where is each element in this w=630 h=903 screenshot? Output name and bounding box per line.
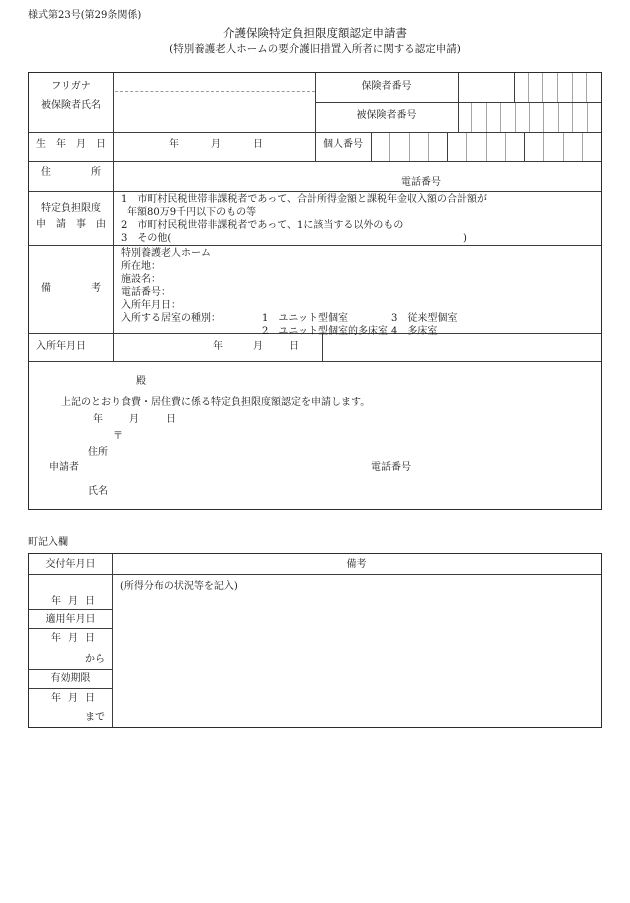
grid-line (29, 628, 112, 629)
office-section-title: 町記入欄 (28, 537, 68, 548)
issue-year-glyph: 年 (51, 596, 61, 607)
apply-from-year-glyph: 年 (51, 633, 61, 644)
insured-name-label: 被保険者氏名 (41, 100, 101, 111)
personal-number-boxes (371, 133, 601, 161)
office-remarks-note: (所得分布の状況等を記入) (120, 581, 238, 592)
grid-line (29, 245, 601, 246)
office-remarks-header: 備考 (346, 559, 367, 570)
remarks-phone: 電話番号： (121, 287, 171, 298)
applicant-name-label: 氏名 (88, 486, 108, 497)
applicant-label: 申請者 (49, 462, 79, 473)
reason-3-close-paren: ) (463, 233, 467, 244)
insured-number-boxes (458, 103, 601, 132)
admission-day-glyph: 日 (289, 341, 299, 352)
personal-number-label: 個人番号 (323, 139, 363, 150)
form-subtitle: (特別養護老人ホームの要介護旧措置入所者に関する認定申請) (169, 43, 461, 55)
apply-from-month-glyph: 月 (68, 633, 78, 644)
admission-date-label: 入所年月日 (36, 341, 86, 352)
address-label: 住 所 (41, 167, 101, 178)
issue-month-glyph: 月 (68, 596, 78, 607)
valid-year-glyph: 年 (51, 693, 61, 704)
reason-3: 3 その他( (121, 233, 172, 244)
postal-mark: 〒 (113, 431, 123, 442)
admission-month-glyph: 月 (253, 341, 263, 352)
valid-day-glyph: 日 (85, 693, 95, 704)
furigana-divider-line (115, 91, 315, 92)
application-statement: 上記のとおり食費・居住費に係る特定負担限度額認定を申請します。 (61, 397, 371, 408)
birth-year-glyph: 年 (169, 139, 179, 150)
room-option-3: 3 従来型個室 (391, 313, 458, 324)
room-option-2: 2 ユニット型個室的多床室 (262, 326, 388, 337)
remarks-location: 所在地： (121, 261, 161, 272)
dono-honorific: 殿 (136, 376, 146, 387)
admission-year-glyph: 年 (213, 341, 223, 352)
apply-date-label: 適用年月日 (45, 614, 96, 625)
valid-until-label: 有効期限 (50, 673, 91, 684)
room-option-4: 4 多床室 (391, 326, 438, 337)
grid-line (29, 161, 601, 162)
grid-line (112, 554, 113, 727)
remarks-facility-name: 施設名： (121, 274, 161, 285)
birth-date-label: 生 年 月 日 (36, 139, 106, 150)
form-number: 様式第23号(第29条関係) (28, 10, 142, 21)
room-option-1: 1 ユニット型個室 (262, 313, 348, 324)
issue-day-glyph: 日 (85, 596, 95, 607)
reason-1-line2: 年額80万9千円以下のもの等 (127, 207, 257, 218)
remarks-room-type: 入所する居室の種別： (121, 313, 221, 324)
reason-label-line1: 特定負担限度 (41, 203, 101, 214)
grid-line (29, 574, 601, 575)
grid-line (29, 669, 112, 670)
grid-line (29, 688, 112, 689)
apply-day-glyph: 日 (166, 414, 176, 425)
grid-line (113, 73, 114, 361)
from-label: から (85, 654, 105, 665)
issue-date-label: 交付年月日 (45, 559, 96, 570)
main-table (28, 72, 602, 510)
reason-label-line2: 申 請 事 由 (36, 219, 106, 230)
grid-line (29, 361, 601, 362)
applicant-phone-label: 電話番号 (371, 462, 411, 473)
insured-number-label: 被保険者番号 (356, 110, 417, 121)
furigana-label: フリガナ (51, 81, 91, 92)
grid-line (29, 191, 601, 192)
remarks-label: 備 考 (41, 283, 101, 294)
birth-month-glyph: 月 (211, 139, 221, 150)
grid-line (29, 609, 112, 610)
reason-2: 2 市町村民税世帯非課税者であって、1に該当する以外のもの (121, 220, 404, 231)
form-title: 介護保険特定負担限度額認定申請書 (223, 26, 407, 40)
apply-month-glyph: 月 (129, 414, 139, 425)
valid-month-glyph: 月 (68, 693, 78, 704)
insurer-number-boxes (514, 73, 601, 102)
applicant-address-label: 住所 (88, 447, 108, 458)
apply-year-glyph: 年 (93, 414, 103, 425)
birth-day-glyph: 日 (253, 139, 263, 150)
office-use-table (28, 553, 602, 728)
reason-1-line1: 1 市町村民税世帯非課税者であって、合計所得金額と課税年金収入額の合計額が (121, 194, 488, 205)
remarks-facility-type: 特別養護老人ホーム (121, 248, 211, 259)
insurer-number-label: 保険者番号 (361, 81, 412, 92)
to-label: まで (85, 712, 105, 723)
remarks-admission-date: 入所年月日： (121, 300, 181, 311)
apply-from-day-glyph: 日 (85, 633, 95, 644)
phone-label: 電話番号 (401, 177, 441, 188)
